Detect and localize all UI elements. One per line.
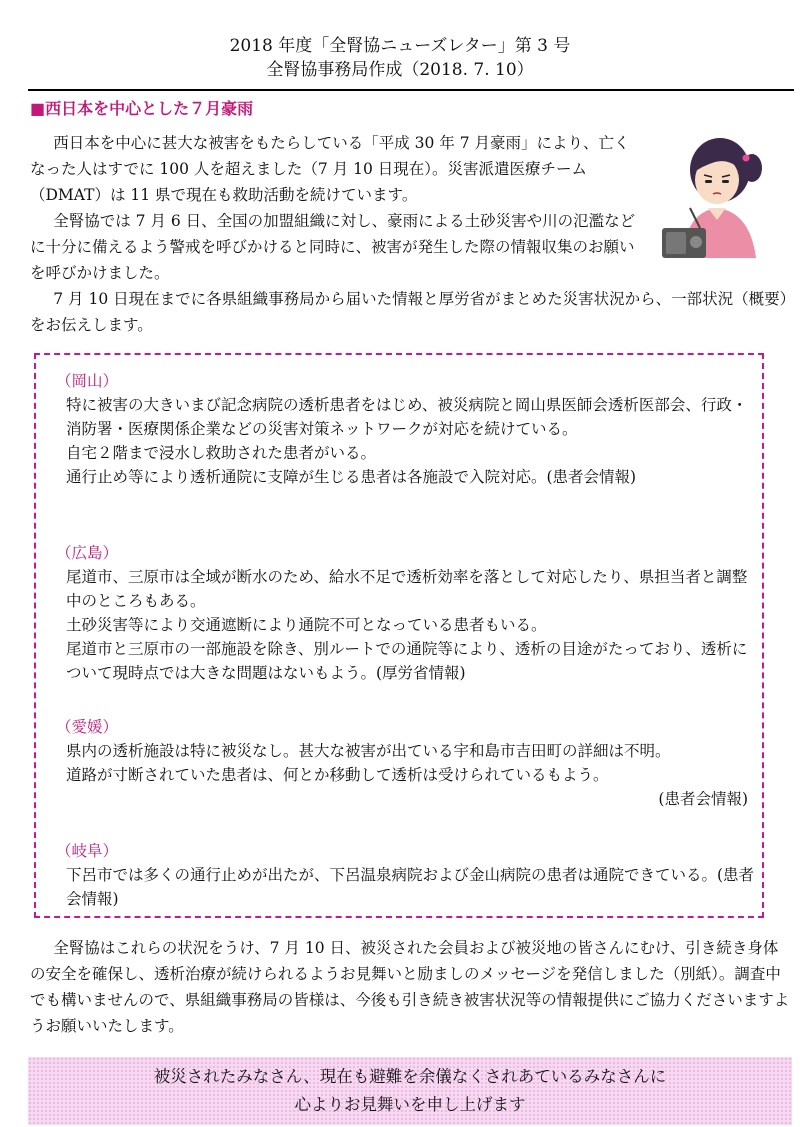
intro-paragraph-3: 7 月 10 日現在までに各県組織事務局から届いた情報と厚労省がまとめた災害状況から、一部状況（概要）をお伝えします。 <box>30 290 788 334</box>
region-name: （岐阜） <box>56 842 119 860</box>
header-divider <box>28 89 794 91</box>
region-line: 県内の透析施設は特に被災なし。甚大な被害が出ている宇和島市吉田町の詳細は不明。 <box>66 742 671 760</box>
region-line: 通行止め等により透析通院に支障が生じる患者は各施設で入院対応。(患者会情報) <box>66 468 637 486</box>
intro-paragraph-2: 全腎協では 7 月 6 日、全国の加盟組織に対し、豪雨による土砂災害や川の氾濫などに十分に備えるよう警戒を呼びかけると同時に、被害が発生した際の情報収集のお願いを呼びかけました。 <box>30 212 636 282</box>
region-hiroshima <box>56 541 756 685</box>
region-line: 尾道市と三原市の一部施設を除き、別ルートでの通院等により、透析の目途がたっており、透析について現時点では大きな問題はないもよう。(厚労省情報) <box>66 640 748 682</box>
region-name: （広島） <box>56 544 119 562</box>
banner-line-1: 被災されたみなさん、現在も避難を余儀なくされあているみなさんに <box>153 1067 667 1086</box>
region-name: （岡山） <box>56 372 119 390</box>
region-line: 尾道市、三原市は全域が断水のため、給水不足で透析効率を落として対応したり、県担当者と調整中のところもある。 <box>66 568 748 610</box>
newsletter-header <box>0 34 800 82</box>
section-title: ■西日本を中心とした７月豪雨 <box>30 99 254 118</box>
region-ehime <box>56 715 756 811</box>
region-okayama <box>56 369 756 489</box>
region-body <box>56 739 756 811</box>
woman-with-radio-illustration <box>660 128 780 268</box>
intro-text <box>30 130 640 286</box>
banner-line-2: 心よりお見舞いを申し上げます <box>294 1095 526 1114</box>
sympathy-banner <box>28 1057 792 1125</box>
newsletter-title: 2018 年度「全腎協ニューズレター」第 3 号 <box>229 36 571 56</box>
newsletter-author-date: 全腎協事務局作成（2018. 7. 10） <box>266 60 534 80</box>
region-source: (患者会情報) <box>658 790 748 808</box>
closing-paragraph: 全腎協はこれらの状況をうけ、7 月 10 日、被災された会員および被災地の皆さんにむけ、引き続き身体の安全を確保し、透析治療が続けられるようお見舞いと励ましのメッセージを発信しました（別紙）。調査中でも構いませんので、県組織事務局の皆様は、今後も引き続き被害状況等の情報提供にご協力くださいますようお願いいたします。 <box>30 939 790 1035</box>
intro-paragraph-1: 西日本を中心に甚大な被害をもたらしている「平成 30 年 7 月豪雨」により、亡くなった人はすでに 100 人を超えました（7 月 10 日現在）。災害派遣医療チーム（DMAT）は 11 県で現在も救助活動を続けています。 <box>30 134 630 204</box>
region-name: （愛媛） <box>56 718 119 736</box>
region-line: 下呂市では多くの通行止めが出たが、下呂温泉病院および金山病院の患者は通院できている。(患者会情報) <box>66 866 755 908</box>
region-body <box>56 863 756 911</box>
region-body <box>56 565 756 685</box>
region-line: 道路が寸断されていた患者は、何とか移動して透析は受けられているもよう。 <box>66 766 609 784</box>
region-body <box>56 393 756 489</box>
region-gifu <box>56 839 756 911</box>
region-line: 特に被害の大きいまび記念病院の透析患者をはじめ、被災病院と岡山県医師会透析医部会、行政・消防署・医療関係企業などの災害対策ネットワークが対応を続けている。 <box>66 396 748 438</box>
region-line: 土砂災害等により交通遮断により通院不可となっている患者もいる。 <box>66 616 547 634</box>
regional-status-box <box>34 353 764 918</box>
region-line: 自宅２階まで浸水し救助された患者がいる。 <box>66 444 377 462</box>
